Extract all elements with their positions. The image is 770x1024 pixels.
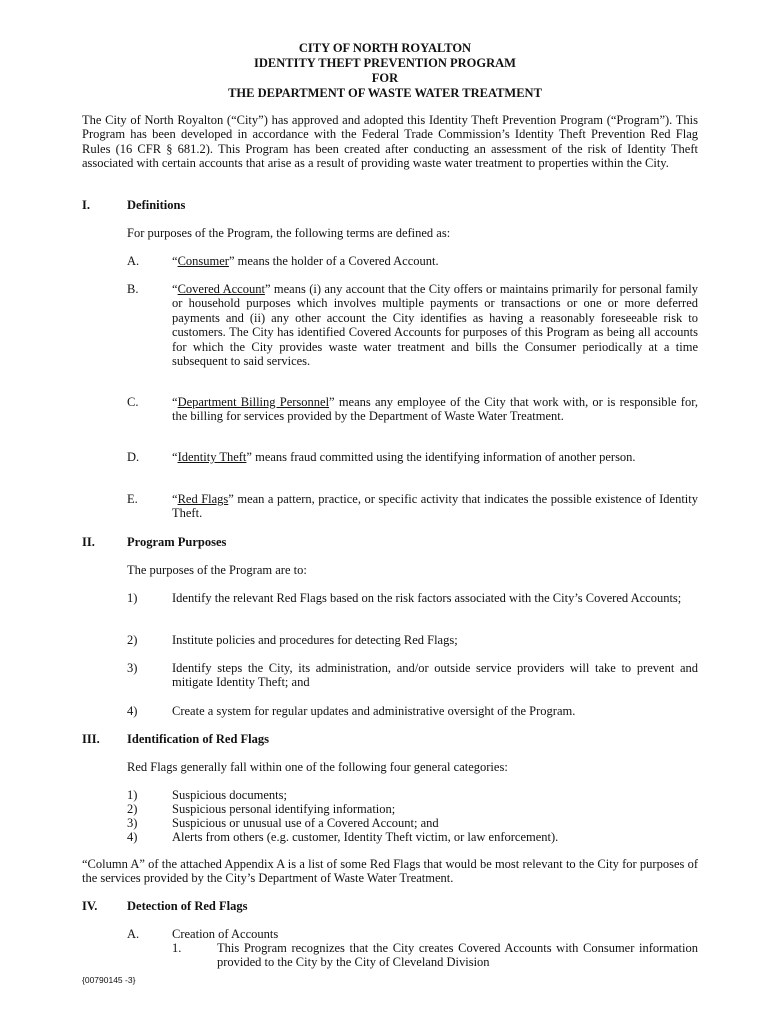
purpose-item: Identify the relevant Red Flags based on the risk factors associated with the City’s Covered Accounts;: [172, 591, 682, 605]
defined-term: Consumer: [177, 254, 229, 268]
section-2-lead: The purposes of the Program are to:: [127, 563, 307, 577]
section-1-lead: For purposes of the Program, the following terms are defined as:: [127, 226, 451, 240]
list-number: 1): [127, 788, 138, 802]
list-number: 4): [127, 704, 138, 718]
section-3-closing: “Column A” of the attached Appendix A is a list of some Red Flags that would be most relevant to the City for purposes of the services provided by the City’s Department of Waste Water Treatment.: [82, 857, 698, 886]
definition-label: D.: [127, 450, 140, 464]
section-3-title: Identification of Red Flags: [127, 732, 270, 746]
subsection-label: A.: [127, 927, 140, 941]
purpose-item: Identify steps the City, its administration, and/or outside service providers will take to prevent and mitigate Identity Theft; and: [172, 661, 698, 690]
definition-red-flags: “Red Flags” mean a pattern, practice, or specific activity that indicates the possible existence of Identity Theft.: [172, 492, 698, 521]
category-item: Suspicious or unusual use of a Covered Account; and: [172, 816, 439, 830]
defined-term: Covered Account: [177, 282, 265, 296]
section-2-number: II.: [82, 535, 95, 549]
doc-title-line-2: IDENTITY THEFT PREVENTION PROGRAM: [254, 56, 516, 70]
definition-label: E.: [127, 492, 138, 506]
purpose-item: Institute policies and procedures for detecting Red Flags;: [172, 633, 458, 647]
list-number: 2): [127, 633, 138, 647]
doc-title-line-1: CITY OF NORTH ROYALTON: [298, 41, 472, 55]
list-number: 3): [127, 661, 138, 675]
defined-term: Identity Theft: [177, 450, 247, 464]
category-item: Alerts from others (e.g. customer, Identity Theft victim, or law enforcement).: [172, 830, 559, 844]
definition-covered-account: “Covered Account” means (i) any account that the City offers or maintains primarily for personal family or household purposes which involves multiple payments or transactions or one or more deferred payments and (ii) any other account the City identifies as having a reasonably foreseeable risk to customers. The City has identified Covered Accounts for purposes of this Program as being all accounts for which the City provides waste water treatment and bills the Consumer periodically at a time subsequent to said services.: [172, 282, 698, 369]
section-3-lead: Red Flags generally fall within one of the following four general categories:: [127, 760, 508, 774]
defined-term: Department Billing Personnel: [177, 395, 330, 409]
section-2-title: Program Purposes: [127, 535, 227, 549]
subsection-title: Creation of Accounts: [172, 927, 279, 941]
section-1-number: I.: [82, 198, 90, 212]
list-number: 4): [127, 830, 138, 844]
intro-paragraph: The City of North Royalton (“City”) has approved and adopted this Identity Theft Prevention Program (“Program”). This Program has been developed in accordance with the Federal Trade Commission’s Identity Theft Prevention Red Flag Rules (16 CFR § 681.2). This Program has been created after conducting an assessment of the risk of Identity Theft associated with certain accounts that arise as a result of providing waste water treatment to properties within the City.: [82, 113, 698, 171]
doc-title-line-4: THE DEPARTMENT OF WASTE WATER TREATMENT: [228, 86, 542, 100]
definition-label: B.: [127, 282, 139, 296]
definition-billing-personnel: “Department Billing Personnel” means any employee of the City that work with, or is responsible for, the billing for services provided by the Department of Waste Water Treatment.: [172, 395, 698, 424]
section-4-number: IV.: [82, 899, 98, 913]
definition-label: A.: [127, 254, 140, 268]
section-3-number: III.: [82, 732, 100, 746]
section-4-title: Detection of Red Flags: [127, 899, 248, 913]
list-number: 1): [127, 591, 138, 605]
defined-term: Red Flags: [177, 492, 229, 506]
document-footer-id: {00790145 -3}: [82, 975, 136, 985]
purpose-item: Create a system for regular updates and administrative oversight of the Program.: [172, 704, 576, 718]
category-item: Suspicious personal identifying information;: [172, 802, 396, 816]
definition-consumer: “Consumer” means the holder of a Covered Account.: [172, 254, 439, 268]
definition-identity-theft: “Identity Theft” means fraud committed using the identifying information of another person.: [172, 450, 636, 464]
subitem-number: 1.: [172, 941, 182, 955]
list-number: 3): [127, 816, 138, 830]
category-item: Suspicious documents;: [172, 788, 287, 802]
doc-title-line-3: FOR: [371, 71, 399, 85]
subitem-text: This Program recognizes that the City creates Covered Accounts with Consumer information provided to the City by the City of Cleveland Division: [217, 941, 698, 970]
definition-label: C.: [127, 395, 139, 409]
section-1-title: Definitions: [127, 198, 186, 212]
list-number: 2): [127, 802, 138, 816]
